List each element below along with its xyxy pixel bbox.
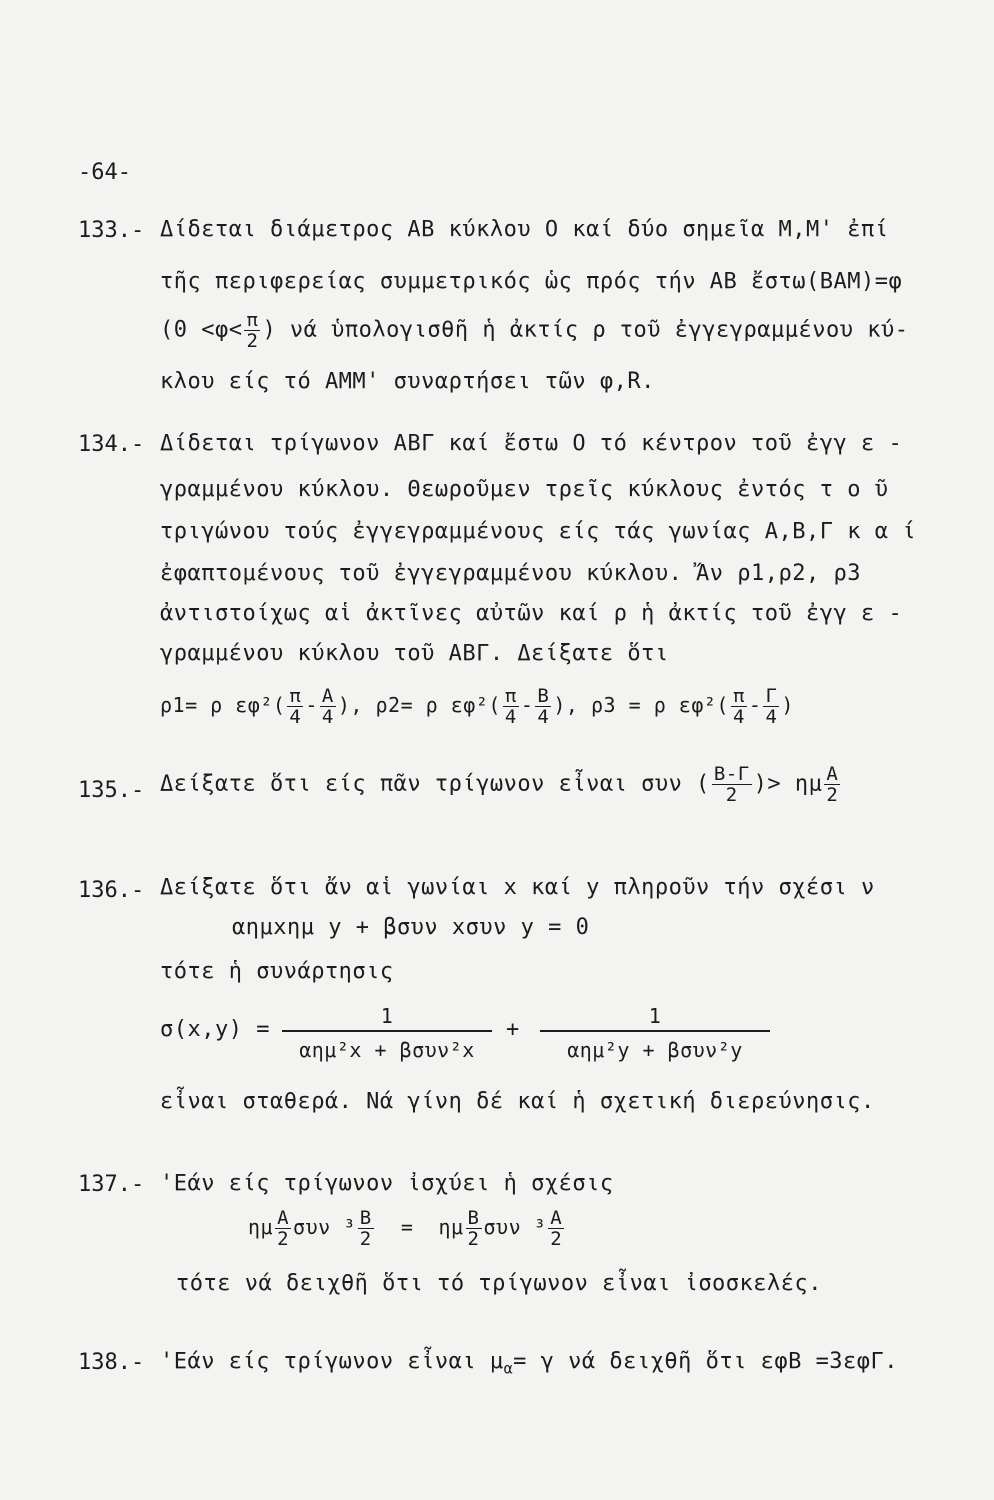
radii-formula: ρ1= ρ εφ²( $\frac{\pi}{4}$ - $\frac{A}{4}$ ), ρ2= ρ εφ²( $\frac{\pi}{4}$ - $\frac{B}{4}$ ), ρ3 = ρ εφ²( $\frac{\pi}{4}$ - $\frac{\Gamma}{4}$ ) xyxy=(160,685,794,728)
problem-136-equation: αημxημ y + βσυν xσυν y = 0 xyxy=(232,915,590,940)
problem-134-line-5: ἀντιστοίχως αἱ ἀκτῖνες αὐτῶν καί ρ ἡ ἀκτίς τοῦ ἐγγ ε - xyxy=(160,601,903,626)
problem-137-line-1: 'Εάν είς τρίγωνον ἰσχύει ἡ σχέσις xyxy=(160,1171,614,1196)
problem-133-line-3 xyxy=(160,310,908,351)
problem-134-line-2: γραμμένου κύκλου. Θεωροῦμεν τρεῖς κύκλους ἐντός τ ο ῦ xyxy=(160,477,889,502)
fraction: $\frac{\pi}{4}$ xyxy=(504,685,517,728)
problem-136-line-1: Δείξατε ὅτι ἄν αἱ γωνίαι x καί y πληροῦν τήν σχέσι ν xyxy=(160,875,875,900)
fraction: $\frac{A}{2}$ xyxy=(826,763,839,806)
fraction-2-numerator: 1 xyxy=(648,1004,662,1028)
problem-133-line-3-end: ) νά ὑπολογισθῆ ἡ ἀκτίς ρ τοῦ ἐγγεγραμμένου κύ- xyxy=(262,317,909,343)
fraction: $\frac{A}{2}$ xyxy=(277,1207,290,1250)
fraction: $\frac{A}{4}$ xyxy=(321,685,334,728)
fraction: $\frac{B}{2}$ xyxy=(467,1207,480,1250)
problem-134-line-1: Δίδεται τρίγωνον ΑΒΓ καί ἔστω Ο τό κέντρον τοῦ ἐγγ ε - xyxy=(160,431,903,456)
fraction: $\frac{B}{2}$ xyxy=(359,1207,372,1250)
problem-137-line-3: τότε νά δειχθῆ ὅτι τό τρίγωνον εἶναι ἰσοσκελές. xyxy=(176,1271,823,1296)
fraction-1-numerator: 1 xyxy=(380,1004,394,1028)
fraction: $\frac{B}{4}$ xyxy=(537,685,550,728)
fraction: $\frac{\Gamma}{4}$ xyxy=(765,685,778,728)
problem-138-number: 138.- xyxy=(78,1350,145,1375)
problem-134-line-4: ἐφαπτομένους τοῦ ἐγγεγραμμένου κύκλου. Ἄν ρ1,ρ2, ρ3 xyxy=(160,561,862,586)
problem-133-line-2: τῆς περιφερείας συμμετρικός ὡς πρός τήν ΑΒ ἔστω(ΒΑΜ)=φ xyxy=(160,269,903,294)
sigma-label: σ(x,y) = xyxy=(160,1017,270,1042)
problem-134-number: 134.- xyxy=(78,432,145,457)
problem-135-number: 135.- xyxy=(78,778,145,803)
page-number: -64- xyxy=(78,160,131,185)
fraction: $\frac{\pi}{4}$ xyxy=(732,685,745,728)
fraction-bar xyxy=(282,1030,492,1032)
problem-133-line-1: Δίδεται διάμετρος ΑΒ κύκλου Ο καί δύο σημεῖα Μ,Μ' ἐπί xyxy=(160,217,889,242)
problem-135-line-1: Δείξατε ὅτι είς πᾶν τρίγωνον εἶναι συν ( $\frac{B-\Gamma}{2}$ )> ημ $\frac{A}{2}$ xyxy=(160,763,839,806)
fraction: $\frac{B-\Gamma}{2}$ xyxy=(713,763,750,806)
problem-136-line-3: τότε ἡ συνάρτησις xyxy=(160,959,394,984)
problem-134-line-3: τριγώνου τούς ἐγγεγραμμένους είς τάς γωνίας Α,Β,Γ κ α ί xyxy=(160,519,916,544)
fraction: $\frac{\pi}{4}$ xyxy=(289,685,302,728)
plus-sign: + xyxy=(506,1017,520,1042)
problem-136-line-5: εἶναι σταθερά. Νά γίνη δέ καί ἡ σχετική διερεύνησις. xyxy=(160,1089,875,1114)
fraction-bar xyxy=(540,1030,770,1032)
problem-136-number: 136.- xyxy=(78,878,145,903)
fraction: $\frac{A}{2}$ xyxy=(550,1207,563,1250)
problem-137-equation: ημ $\frac{A}{2}$ συν ³ $\frac{B}{2}$ = ημ $\frac{B}{2}$ συν ³ $\frac{A}{2}$ xyxy=(248,1207,563,1250)
fraction-1-denominator: αημ²x + βσυν²x xyxy=(299,1038,475,1062)
problem-137-number: 137.- xyxy=(78,1172,145,1197)
fraction-2-denominator: αημ²y + βσυν²y xyxy=(567,1038,743,1062)
problem-133-number: 133.- xyxy=(78,218,145,243)
pi-over-2-fraction: $\frac{\pi}{2}$ xyxy=(246,309,259,352)
problem-138-line-1: 'Εάν είς τρίγωνον εἶναι $\mu_\alpha= \gamma$ νά δειχθῆ ὅτι εφΒ =3εφΓ. xyxy=(160,1349,899,1378)
problem-133-line-3-start: (0 <φ< xyxy=(160,317,243,343)
problem-134-line-6: γραμμένου κύκλου τοῦ ΑΒΓ. Δείξατε ὅτι xyxy=(160,641,669,666)
problem-133-line-4: κλου είς τό ΑΜΜ' συναρτήσει τῶν φ,R. xyxy=(160,369,655,394)
